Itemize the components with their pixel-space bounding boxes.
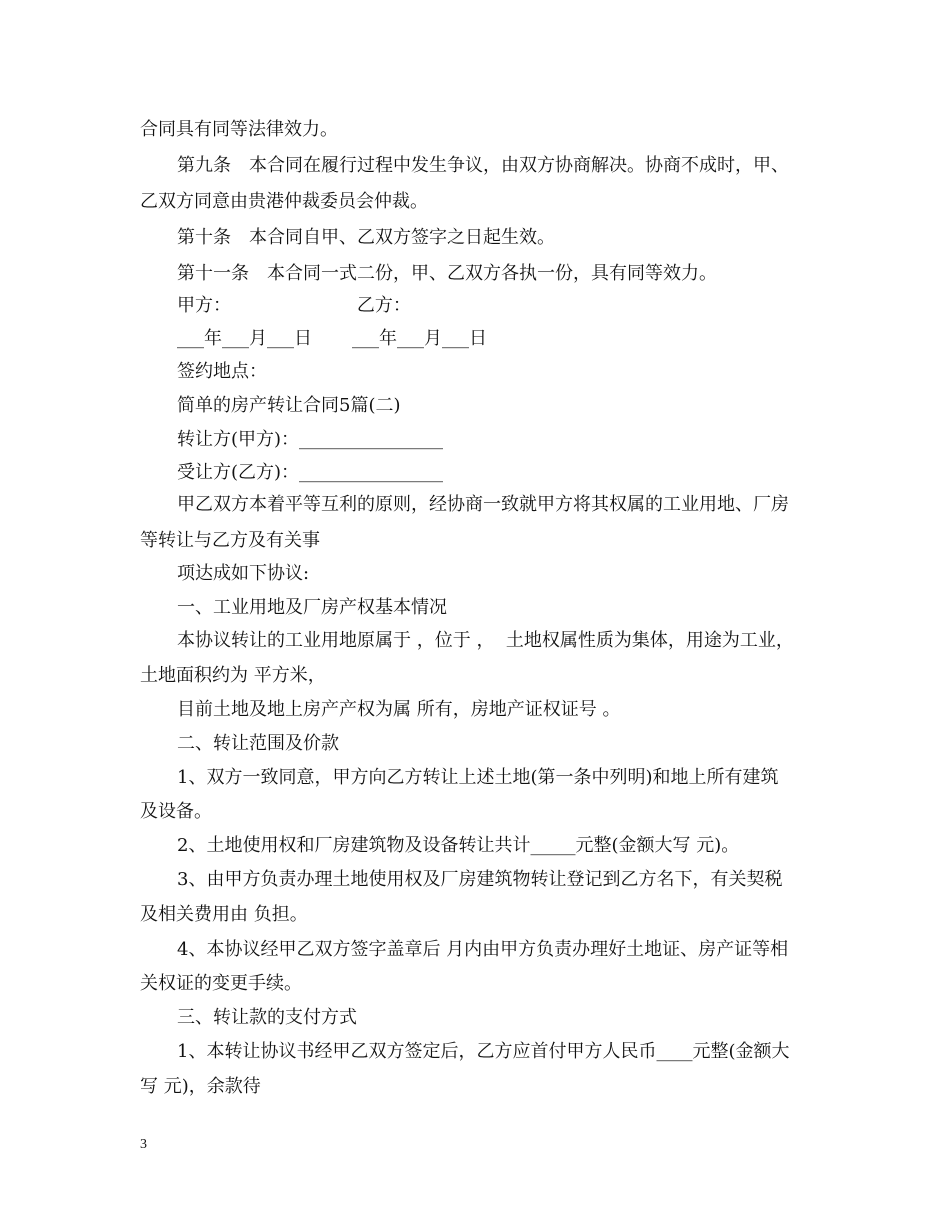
text-line: 签约地点： xyxy=(177,361,267,382)
text-line: 及设备。 xyxy=(140,801,212,822)
text-line: 写 元)，余款待 xyxy=(140,1076,261,1097)
text-line: 合同具有同等法律效力。 xyxy=(140,119,338,140)
text-line: 关权证的变更手续。 xyxy=(140,973,302,994)
text-line: 乙双方同意由贵港仲裁委员会仲裁。 xyxy=(140,191,428,212)
text-line: 甲乙双方本着平等互利的原则，经协商一致就甲方将其权属的工业用地、厂房 xyxy=(177,494,789,515)
text-line: 第十条 本合同自甲、乙双方签字之日起生效。 xyxy=(177,227,555,248)
text-line: 第九条 本合同在履行过程中发生争议，由双方协商解决。协商不成时，甲、 xyxy=(177,155,789,176)
text-line: 1、双方一致同意，甲方向乙方转让上述土地(第一条中列明)和地上所有建筑 xyxy=(177,767,779,788)
signature-date-line: ___年___月___日 ___年___月___日 xyxy=(177,328,488,349)
text-line: 及相关费用由 负担。 xyxy=(140,904,308,925)
text-line: 转让方(甲方)：________________ xyxy=(177,429,444,450)
text-line: 3、由甲方负责办理土地使用权及厂房建筑物转让登记到乙方名下，有关契税 xyxy=(177,869,783,890)
text-line: 等转让与乙方及有关事 xyxy=(140,530,320,551)
text-line: 目前土地及地上房产产权为属 所有，房地产证权证号 。 xyxy=(177,699,621,720)
text-line: 三、转让款的支付方式 xyxy=(177,1007,357,1028)
text-line: 项达成如下协议: xyxy=(177,563,310,584)
text-line: 土地面积约为 平方米， xyxy=(140,665,326,686)
text-line: 4、本协议经甲乙双方签字盖章后 月内由甲方负责办理好土地证、房产证等相 xyxy=(177,939,789,960)
text-line: 2、土地使用权和厂房建筑物及设备转让共计_____元整(金额大写 元)。 xyxy=(177,835,740,856)
text-line: 二、转让范围及价款 xyxy=(177,733,339,754)
signature-party-line: 甲方： 乙方： xyxy=(177,295,411,316)
text-line: 本协议转让的工业用地原属于 ，位于 ， 土地权属性质为集体，用途为工业， xyxy=(177,630,794,651)
text-line: 1、本转让协议书经甲乙双方签定后，乙方应首付甲方人民币____元整(金额大 xyxy=(177,1041,790,1062)
text-line: 第十一条 本合同一式二份，甲、乙双方各执一份，具有同等效力。 xyxy=(177,263,717,284)
section-title: 简单的房产转让合同5篇(二) xyxy=(177,395,401,416)
text-line: 受让方(乙方)：________________ xyxy=(177,462,444,483)
page-number: 3 xyxy=(140,1137,147,1152)
text-line: 一、工业用地及厂房产权基本情况 xyxy=(177,597,447,618)
